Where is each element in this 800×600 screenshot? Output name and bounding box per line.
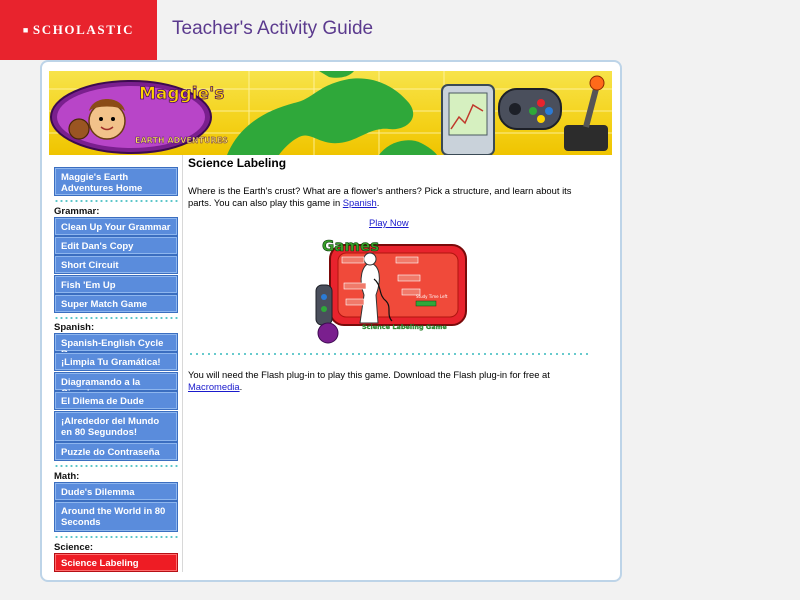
sidebar-item-clean-up-your-grammar[interactable]: Clean Up Your Grammar	[54, 217, 178, 236]
sidebar-item-el-dilema-de-dude[interactable]: El Dilema de Dude	[54, 391, 178, 410]
sidebar-item-around-the-world[interactable]: Around the World in 80 Seconds	[54, 501, 178, 532]
game-thumbnail[interactable]	[312, 235, 468, 347]
sidebar-item-science-labeling[interactable]: Science Labeling	[54, 553, 178, 572]
game-caption-text: Science Labeling Game	[362, 323, 447, 331]
banner-artwork	[49, 71, 612, 155]
sidebar-item-short-circuit[interactable]: Short Circuit	[54, 255, 178, 274]
play-now-link[interactable]: Play Now	[369, 217, 409, 228]
macromedia-link[interactable]: Macromedia	[188, 381, 240, 392]
intro-text: Where is the Earth's crust? What are a flower's anthers? Pick a structure, and learn about its parts. You can also play this game in	[188, 185, 572, 208]
sidebar-item-super-match-game[interactable]: Super Match Game	[54, 294, 178, 313]
sidebar-item-edit-dans-copy[interactable]: Edit Dan's Copy	[54, 236, 178, 255]
flash-plugin-note	[188, 369, 588, 393]
nav-heading-spanish: Spanish:	[54, 322, 95, 333]
logo-mark-icon: ■	[22, 25, 30, 35]
nav-divider	[54, 317, 178, 319]
logo-text: SCHOLASTIC	[32, 22, 135, 37]
nav-divider	[54, 536, 178, 538]
sidebar-nav	[49, 155, 183, 572]
nav-heading-science: Science:	[54, 542, 94, 553]
flash-end: .	[239, 381, 243, 392]
handheld-device-icon	[442, 85, 494, 155]
sidebar-item-alrededor-del-mundo[interactable]: ¡Alrededor del Mundo en 80 Segundos!	[54, 411, 178, 442]
nav-divider	[54, 465, 178, 467]
page-title: Teacher's Activity Guide	[172, 18, 374, 39]
sidebar-item-limpia-tu-gramatica[interactable]: ¡Limpia Tu Gramática!	[54, 352, 178, 371]
game-title-text: Games	[322, 237, 380, 255]
sidebar-item-dudes-dilemma[interactable]: Dude's Dilemma	[54, 482, 178, 501]
top-bar	[0, 0, 800, 60]
intro-end: .	[376, 197, 380, 208]
joystick-icon	[564, 76, 608, 151]
spanish-link[interactable]: Spanish	[342, 197, 377, 208]
nav-divider	[54, 200, 178, 202]
globe-continents	[227, 71, 437, 155]
sidebar-item-spanish-english-cycle-race[interactable]: Spanish-English Cycle	[54, 333, 178, 352]
activity-description	[188, 185, 588, 209]
game-controller-thumb-icon	[316, 285, 332, 325]
sidebar-item-fish-em-up[interactable]: Fish 'Em Up	[54, 275, 178, 294]
scholastic-logo[interactable]	[0, 0, 157, 60]
sidebar-item-home[interactable]: Maggie's Earth Adventures Home	[54, 167, 178, 196]
sidebar-item-puzzle-do-contrasena[interactable]: Puzzle do Contraseña	[54, 442, 178, 461]
activity-heading: Science Labeling	[188, 156, 287, 170]
main-content	[188, 155, 608, 392]
maggies-earth-adventures-banner	[49, 71, 612, 155]
banner-logo-subtitle: EARTH ADVENTURES	[135, 136, 228, 145]
banner-logo-title: Maggie's	[139, 84, 225, 104]
flash-text: You will need the Flash plug-in to play this game. Download the Flash plug-in for free at	[188, 369, 550, 380]
sidebar-item-diagramando-a-la-ciencia[interactable]: Diagramando a la	[54, 372, 178, 391]
game-timer-label: Study Time Left	[416, 294, 448, 299]
content-divider	[188, 353, 592, 355]
nav-heading-grammar: Grammar:	[54, 206, 100, 217]
nav-heading-math: Math:	[54, 471, 80, 482]
game-controller-icon	[499, 89, 561, 129]
